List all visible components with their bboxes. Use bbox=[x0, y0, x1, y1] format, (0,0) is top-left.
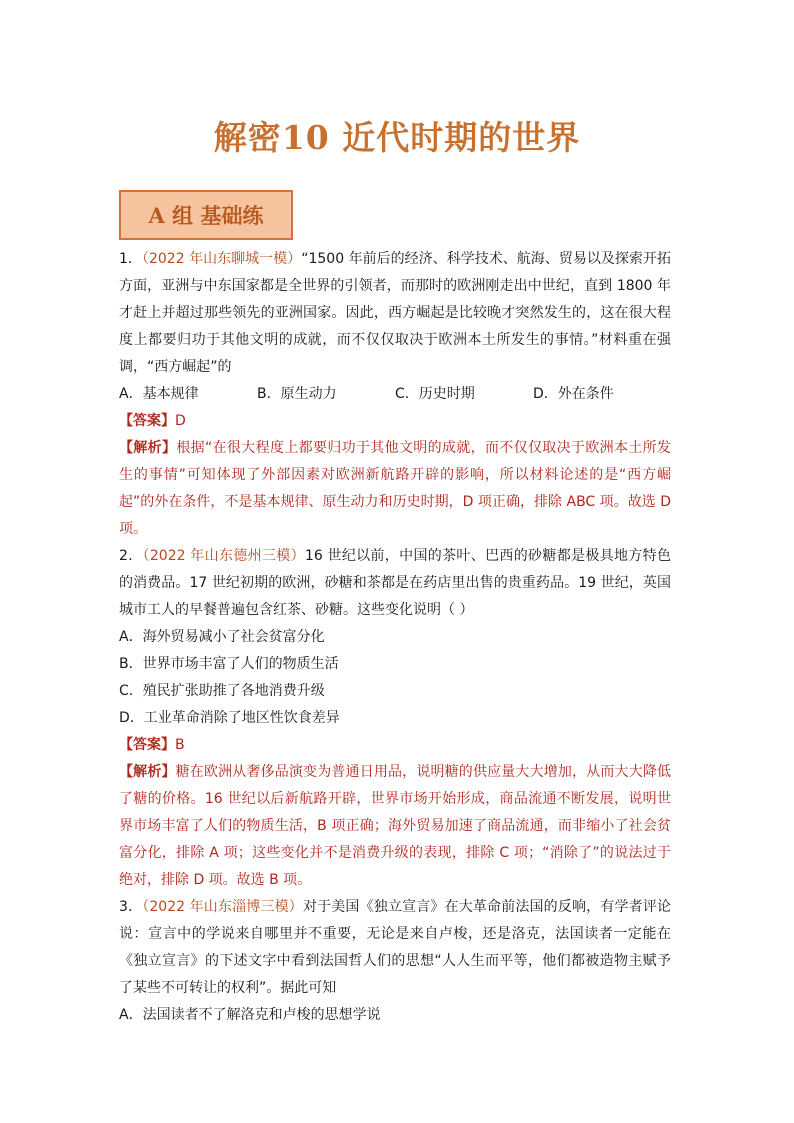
analysis-label: 【解析】 bbox=[119, 440, 177, 456]
question-2-answer bbox=[119, 732, 671, 759]
answer-label: 【答案】 bbox=[119, 737, 175, 753]
analysis-text: 根据“在很大程度上都要归功于其他文明的成就，而不仅仅取决于欧洲本土所发生的事情”可知体现了外部因素对欧洲新航路开辟的影响，所以材料论述的是“西方崛起”的外在条件，不是基本规律、原生动力和历史时期，D 项正确，排除 ABC 项。故选 D 项。 bbox=[119, 440, 671, 537]
page-title: 解密10 近代时期的世界 bbox=[213, 118, 581, 157]
option-c: C．历史时期 bbox=[395, 386, 475, 402]
option-d: D．外在条件 bbox=[533, 386, 614, 402]
option-b: B．原生动力 bbox=[257, 386, 337, 402]
answer-label: 【答案】 bbox=[119, 413, 175, 429]
question-1-analysis bbox=[119, 435, 671, 543]
question-number: 1． bbox=[119, 251, 142, 267]
analysis-label: 【解析】 bbox=[119, 764, 176, 780]
question-text: 16 世纪以前，中国的茶叶、巴西的砂糖都是极具地方特色的消费品。17 世纪初期的欧洲，砂糖和茶都是在药店里出售的贵重药品。19 世纪，英国城市工人的早餐普遍包含红茶、砂糖。这些变化说明（ ） bbox=[119, 548, 671, 618]
option-a: A．法国读者不了解洛克和卢梭的思想学说 bbox=[119, 1007, 381, 1023]
answer-value: D bbox=[175, 413, 186, 429]
question-list bbox=[119, 246, 671, 1029]
answer-value: B bbox=[175, 737, 185, 753]
question-1-stem bbox=[119, 246, 671, 381]
section-heading: A 组 基础练 bbox=[119, 190, 293, 240]
question-2-stem bbox=[119, 543, 671, 624]
question-2-analysis bbox=[119, 759, 671, 894]
option-a: A．海外贸易减小了社会贫富分化 bbox=[119, 629, 325, 645]
question-source: （2022 年山东淄博三模） bbox=[142, 899, 303, 915]
question-number: 3． bbox=[119, 899, 143, 915]
question-source: （2022 年山东德州三模） bbox=[142, 548, 305, 564]
question-3-stem bbox=[119, 894, 671, 1002]
option-b: B．世界市场丰富了人们的物质生活 bbox=[119, 656, 339, 672]
question-number: 2． bbox=[119, 548, 143, 564]
question-1-answer bbox=[119, 408, 671, 435]
option-d: D．工业革命消除了地区性饮食差异 bbox=[119, 710, 340, 726]
question-text: 对于美国《独立宣言》在大革命前法国的反响，有学者评论说：宣言中的学说来自哪里并不重要，无论是来自卢梭，还是洛克，法国读者一定能在《独立宣言》的下述文字中看到法国哲人们的思想“人人生而平等，他们都被造物主赋予了某些不可转让的权利”。据此可知 bbox=[119, 899, 671, 996]
question-source: （2022 年山东聊城一模） bbox=[141, 251, 302, 267]
analysis-text: 糖在欧洲从奢侈品演变为普通日用品，说明糖的供应量大大增加，从而大大降低了糖的价格。16 世纪以后新航路开辟，世界市场开始形成，商品流通不断发展，说明世界市场丰富了人们的物质生活，B 项正确；海外贸易加速了商品流通，而非缩小了社会贫富分化，排除 A 项；这些变化并不是消费升级的表现，排除 C 项；“消除了”的说法过于绝对，排除 D 项。故选 B 项。 bbox=[119, 764, 672, 888]
option-a: A．基本规律 bbox=[119, 386, 199, 402]
option-c: C．殖民扩张助推了各地消费升级 bbox=[119, 683, 325, 699]
question-text: “1500 年前后的经济、科学技术、航海、贸易以及探索开拓方面，亚洲与中东国家都是全世界的引领者，而那时的欧洲刚走出中世纪，直到 1800 年才赶上并超过那些领先的亚洲国家。因此，西方崛起是比较晚才突然发生的，这在很大程度上都要归功于其他文明的成就，而不仅仅取决于欧洲本土所发生的事情。”材料重在强调，“西方崛起”的 bbox=[119, 251, 671, 375]
question-1-options bbox=[119, 381, 671, 408]
